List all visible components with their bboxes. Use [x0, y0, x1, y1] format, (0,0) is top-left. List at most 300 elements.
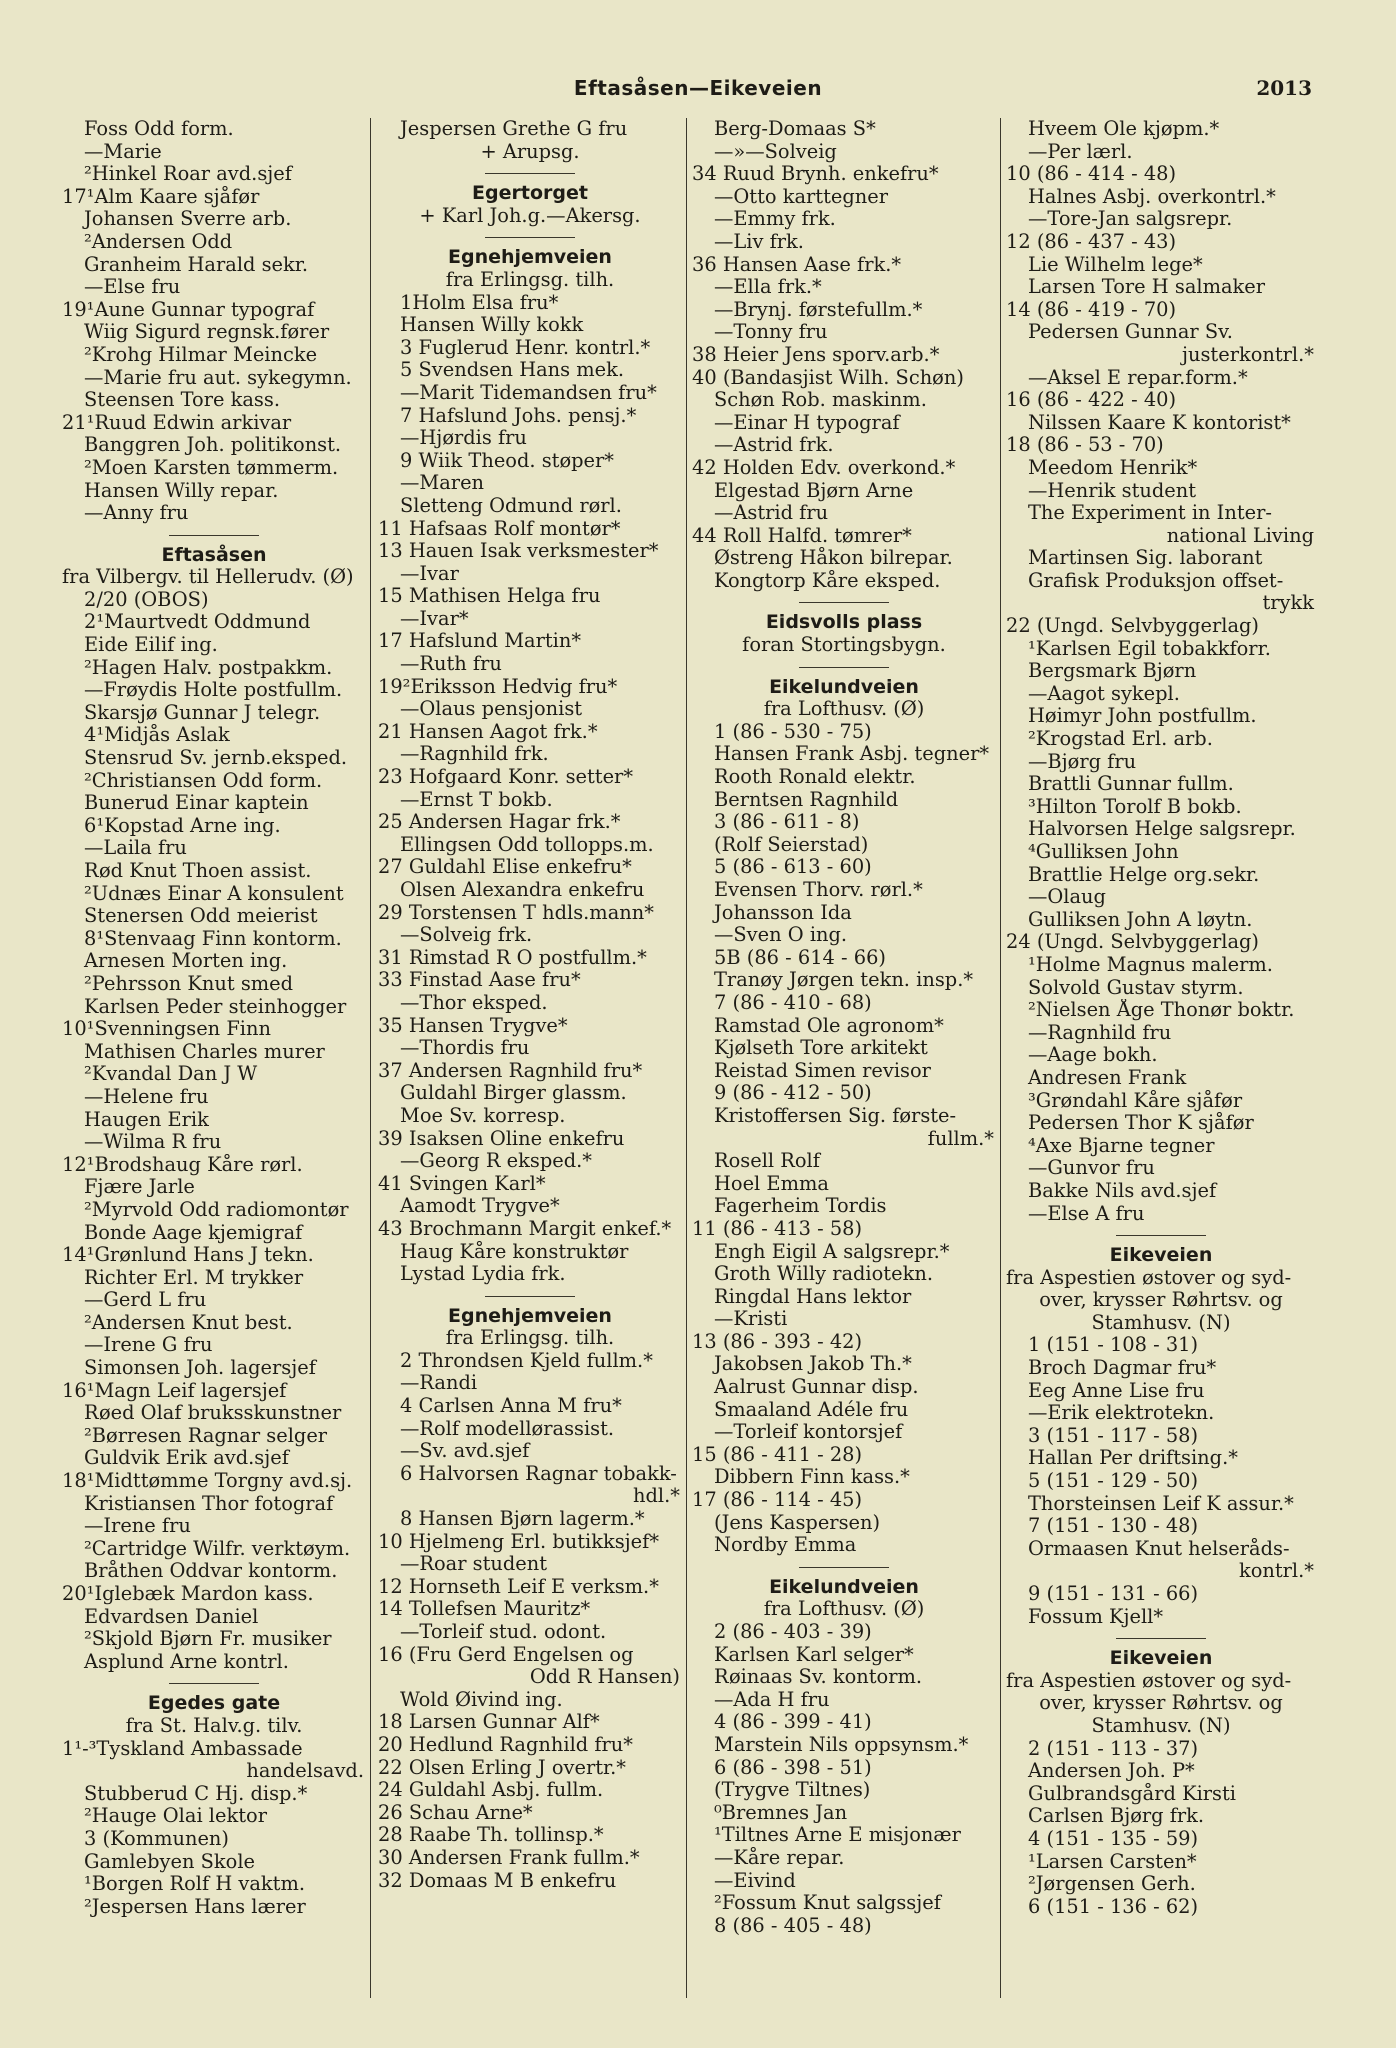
directory-entry: ⁴Gulliksen John — [1028, 841, 1179, 863]
directory-entry: —Wilma R fru — [84, 1131, 222, 1154]
directory-entry: —Gerd L fru — [84, 1289, 207, 1312]
directory-entry: 7 (151 - 130 - 48) — [1028, 1515, 1199, 1538]
directory-entry: ³Hilton Torolf B bokb. — [1028, 795, 1242, 818]
directory-entry: The Experiment in Inter- — [1028, 502, 1272, 525]
directory-entry: Bråthen Oddvar kontorm. — [84, 1560, 338, 1583]
directory-entry: 6 (86 - 398 - 51) — [714, 1756, 872, 1779]
directory-entry: Fjære Jarle — [84, 1176, 195, 1199]
directory-entry: Odd R Hansen) — [529, 1666, 680, 1689]
directory-entry: foran Stortingsbygn. — [742, 634, 946, 657]
directory-entry: 5 (86 - 613 - 60) — [714, 856, 872, 879]
directory-entry: —Anny fru — [84, 502, 189, 525]
directory-entry: Groth Willy radiotekn. — [714, 1263, 933, 1286]
directory-entry: 39 Isaksen Oline enkefru — [378, 1127, 625, 1150]
directory-entry: ¹Tiltnes Arne E misjonær — [714, 1824, 961, 1847]
directory-entry: Solvold Gustav styrm. — [1028, 976, 1244, 999]
directory-entry: —Aksel E repar.form.* — [1028, 366, 1248, 389]
street-heading: Egnehjemveien — [448, 246, 612, 269]
directory-entry: 14 Tollefsen Mauritz* — [378, 1598, 591, 1621]
directory-entry: Dibbern Finn kass.* — [714, 1466, 910, 1489]
directory-entry: ²Hagen Halv. postpakkm. — [84, 656, 333, 679]
directory-columns — [62, 118, 1316, 1998]
street-heading: Eikelundveien — [769, 1575, 919, 1598]
directory-entry: —Astrid fru — [714, 502, 829, 525]
directory-entry: fra Aspestien østover og syd- — [1006, 1266, 1292, 1289]
directory-entry: kontrl.* — [1238, 1560, 1314, 1583]
directory-entry: Haug Kåre konstruktør — [400, 1240, 629, 1263]
directory-entry: 23 Hofgaard Konr. setter* — [378, 766, 634, 789]
directory-entry: 8 (86 - 405 - 48) — [714, 1914, 872, 1937]
directory-entry: 36 Hansen Aase frk.* — [692, 253, 902, 276]
directory-entry: trykk — [1262, 592, 1314, 615]
directory-entry: —Else A fru — [1028, 1202, 1145, 1225]
directory-entry: 18¹Midttømme Torgny avd.sj. — [62, 1470, 353, 1493]
directory-entry: Halnes Asbj. overkontrl.* — [1028, 185, 1276, 208]
directory-entry: Røed Olaf bruksskunstner — [84, 1402, 342, 1425]
directory-entry: Asplund Arne kontrl. — [84, 1650, 289, 1673]
directory-entry: Hoel Emma — [714, 1172, 829, 1195]
street-heading: Eikelundveien — [769, 675, 919, 698]
directory-entry: Johansen Sverre arb. — [84, 208, 292, 231]
directory-entry: Martinsen Sig. laborant — [1028, 547, 1263, 570]
street-heading: Eftasåsen — [161, 543, 267, 566]
directory-entry: 17 Hafslund Martin* — [378, 630, 582, 653]
directory-entry: —Helene fru — [84, 1085, 209, 1108]
directory-entry: —Aage bokh. — [1028, 1044, 1158, 1067]
directory-entry: Schøn Rob. maskinm. — [714, 389, 927, 412]
directory-entry: 40 (Bandasjist Wilh. Schøn) — [692, 366, 964, 389]
directory-entry: Broch Dagmar fru* — [1028, 1357, 1217, 1380]
directory-entry: Granheim Harald sekr. — [84, 253, 309, 276]
directory-entry: ²Pehrsson Knut smed — [84, 972, 294, 995]
directory-entry: —Kåre repar. — [714, 1846, 845, 1869]
directory-entry: ²Krogstad Erl. arb. — [1028, 728, 1213, 751]
directory-entry: Elgestad Bjørn Arne — [714, 479, 914, 502]
directory-entry: 3 (Kommunen) — [84, 1827, 229, 1850]
directory-entry: 8¹Stenvaag Finn kontorm. — [84, 927, 342, 950]
directory-entry: Steensen Tore kass. — [84, 389, 280, 412]
directory-entry: —Gunvor fru — [1028, 1157, 1155, 1180]
directory-entry: 10¹Svenningsen Finn — [62, 1018, 271, 1041]
directory-entry: Richter Erl. M trykker — [84, 1266, 304, 1289]
directory-entry: Bakke Nils avd.sjef — [1028, 1179, 1217, 1202]
directory-entry: 29 Torstensen T hdls.mann* — [378, 901, 654, 924]
directory-entry: 22 (Ungd. Selvbyggerlag) — [1006, 615, 1259, 638]
directory-entry: 20¹Iglebæk Mardon kass. — [62, 1583, 314, 1605]
directory-entry: Aamodt Trygve* — [400, 1195, 560, 1218]
directory-entry: 24 Guldahl Asbj. fullm. — [378, 1779, 604, 1802]
directory-entry: Edvardsen Daniel — [84, 1605, 259, 1628]
directory-entry: —Marit Tidemandsen fru* — [400, 381, 657, 404]
directory-entry: Fagerheim Tordis — [714, 1195, 887, 1218]
directory-entry: 2¹Maurtvedt Oddmund — [84, 611, 311, 634]
directory-entry: Simonsen Joh. lagersjef — [84, 1357, 316, 1380]
directory-entry: Andersen Joh. P* — [1028, 1760, 1195, 1783]
column-4 — [1006, 118, 1316, 1998]
directory-entry: 7 (86 - 410 - 68) — [714, 991, 872, 1014]
directory-entry: Stensrud Sv. jernb.eksped. — [84, 747, 348, 770]
directory-entry: Kristiansen Thor fotograf — [84, 1492, 334, 1515]
section-divider — [1116, 1235, 1206, 1236]
directory-entry: 27 Guldahl Elise enkefru* — [378, 856, 632, 879]
directory-entry: Fossum Kjell* — [1028, 1605, 1164, 1628]
column-rule — [1000, 118, 1001, 1998]
directory-entry: over, krysser Røhrtsv. og — [1039, 1692, 1283, 1715]
directory-entry: Tranøy Jørgen tekn. insp.* — [714, 969, 974, 992]
directory-entry: 17¹Alm Kaare sjåfør — [62, 185, 260, 208]
directory-entry: ²Hinkel Roar avd.sjef — [84, 163, 292, 186]
directory-entry: hdl.* — [633, 1485, 680, 1508]
directory-entry: 16 (Fru Gerd Engelsen og — [378, 1643, 634, 1666]
directory-entry: fra Erlingsg. tilh. — [445, 268, 615, 291]
directory-entry: 12¹Brodshaug Kåre rørl. — [62, 1153, 303, 1176]
directory-entry: —Ada H fru — [714, 1688, 830, 1711]
directory-entry: Stenersen Odd meierist — [84, 905, 318, 928]
directory-entry: 20 Hedlund Ragnhild fru* — [378, 1733, 633, 1756]
section-divider — [799, 602, 889, 603]
directory-entry: —Torleif kontorsjef — [714, 1421, 903, 1444]
directory-entry: ¹Larsen Carsten* — [1028, 1850, 1197, 1873]
street-heading: Egertorget — [472, 182, 588, 205]
directory-entry: —Thordis fru — [400, 1037, 530, 1060]
directory-entry: Gamlebyen Skole — [84, 1850, 255, 1873]
running-title: Eftasåsen—Eikeveien — [573, 76, 823, 100]
directory-entry: Lystad Lydia frk. — [400, 1263, 566, 1286]
section-divider — [485, 237, 575, 238]
directory-entry: ¹Karlsen Egil tobakkforr. — [1028, 637, 1271, 660]
directory-entry: 14 (86 - 419 - 70) — [1006, 298, 1177, 321]
directory-entry: Gulliksen John A løytn. — [1028, 908, 1253, 931]
directory-entry: Wiig Sigurd regnsk.fører — [84, 321, 330, 344]
directory-entry: Eeg Anne Lise fru — [1028, 1379, 1205, 1402]
directory-entry: —Ragnhild fru — [1028, 1021, 1172, 1044]
directory-entry: 28 Raabe Th. tollinsp.* — [378, 1824, 604, 1847]
column-rule — [686, 118, 687, 1998]
directory-entry: justerkontrl.* — [1181, 343, 1314, 366]
directory-entry: Reistad Simen revisor — [714, 1059, 931, 1082]
directory-entry: 33 Finstad Aase fru* — [378, 969, 581, 992]
street-heading: Eikeveien — [1109, 1244, 1213, 1267]
directory-entry: + Arupsg. — [480, 140, 580, 163]
directory-entry: Meedom Henrik* — [1028, 456, 1198, 479]
directory-entry: —Laila fru — [84, 837, 187, 860]
directory-entry: Haugen Erik — [84, 1108, 209, 1131]
directory-entry: 30 Andersen Frank fullm.* — [378, 1846, 640, 1869]
directory-entry: ²Nielsen Åge Thonør boktr. — [1028, 999, 1295, 1022]
page-number: 2013 — [1256, 76, 1312, 100]
directory-entry: Banggren Joh. politikonst. — [84, 434, 342, 457]
directory-entry: —Henrik student — [1028, 479, 1197, 502]
directory-entry: —Otto karttegner — [714, 185, 888, 208]
directory-entry: 12 (86 - 437 - 43) — [1006, 230, 1177, 253]
directory-entry: over, krysser Røhrtsv. og — [1039, 1289, 1283, 1312]
directory-entry: ²Andersen Knut best. — [84, 1311, 293, 1334]
directory-entry: 2 Throndsen Kjeld fullm.* — [400, 1349, 653, 1372]
column-1 — [62, 118, 366, 1998]
directory-entry: Bergsmark Bjørn — [1028, 660, 1197, 683]
directory-entry: Smaaland Adéle fru — [714, 1398, 909, 1421]
directory-entry: Hansen Willy repar. — [84, 479, 279, 502]
directory-entry: Kongtorp Kåre eksped. — [714, 569, 941, 592]
directory-entry: —Tore-Jan salgsrepr. — [1028, 208, 1233, 231]
directory-entry: 2 (151 - 113 - 37) — [1028, 1737, 1199, 1760]
directory-entry: 19¹Aune Gunnar typograf — [62, 298, 315, 321]
directory-entry: —Ragnhild frk. — [400, 743, 549, 766]
directory-entry: —Rolf modellørassist. — [400, 1417, 615, 1440]
directory-entry: ²Kvandal Dan J W — [84, 1063, 258, 1086]
directory-entry: ²Skjold Bjørn Fr. musiker — [84, 1628, 332, 1651]
directory-entry: —Per lærl. — [1028, 140, 1133, 163]
directory-entry: —Eivind — [714, 1869, 796, 1892]
directory-entry: —Randi — [400, 1372, 478, 1395]
street-heading: Eikeveien — [1109, 1647, 1213, 1670]
column-3 — [692, 118, 996, 1998]
directory-entry: fra Erlingsg. tilh. — [445, 1327, 615, 1350]
section-divider — [799, 1567, 889, 1568]
directory-entry: Andresen Frank — [1028, 1066, 1187, 1089]
directory-entry: 4 (151 - 135 - 59) — [1028, 1827, 1199, 1850]
directory-entry: 1 (151 - 108 - 31) — [1028, 1334, 1199, 1357]
directory-entry: Rød Knut Thoen assist. — [84, 860, 312, 882]
directory-entry: Evensen Thorv. rørl.* — [714, 879, 923, 901]
directory-entry: ³Grøndahl Kåre sjåfør — [1028, 1089, 1243, 1112]
directory-entry: Berg-Domaas S* — [714, 118, 876, 140]
section-divider — [1116, 1638, 1206, 1639]
directory-entry: 7 Hafslund Johs. pensj.* — [400, 404, 637, 427]
directory-entry: Halvorsen Helge salgsrepr. — [1028, 818, 1296, 841]
directory-entry: —Thor eksped. — [400, 991, 548, 1014]
directory-entry: —Hjørdis fru — [400, 427, 527, 450]
directory-entry: Brattlie Helge org.sekr. — [1028, 863, 1260, 886]
street-heading: Egnehjemveien — [448, 1304, 612, 1327]
directory-entry: —Irene G fru — [84, 1334, 213, 1357]
directory-entry: 4 Carlsen Anna M fru* — [400, 1395, 622, 1418]
directory-entry: Høimyr John postfullm. — [1028, 705, 1257, 728]
directory-entry: ²Hauge Olai lektor — [84, 1805, 267, 1828]
directory-entry: —Olaus pensjonist — [400, 698, 583, 721]
directory-entry: Bonde Aage kjemigraf — [84, 1221, 303, 1244]
directory-entry: 37 Andersen Ragnhild fru* — [378, 1059, 643, 1082]
directory-entry: —Ruth fru — [400, 653, 502, 676]
directory-entry: Thorsteinsen Leif K assur.* — [1028, 1492, 1294, 1515]
directory-entry: 41 Svingen Karl* — [378, 1172, 546, 1195]
directory-entry: Ormaasen Knut helseråds- — [1028, 1537, 1290, 1560]
directory-entry: Guldvik Erik avd.sjef — [84, 1447, 289, 1470]
directory-entry: Guldahl Birger glassm. — [400, 1082, 627, 1105]
directory-entry: ²Cartridge Wilfr. verktøym. — [84, 1537, 351, 1560]
directory-entry: Nilssen Kaare K kontorist* — [1028, 411, 1291, 434]
directory-entry: 43 Brochmann Margit enkef.* — [378, 1217, 672, 1240]
directory-entry: 34 Ruud Brynh. enkefru* — [692, 163, 939, 186]
directory-entry: Brattli Gunnar fullm. — [1028, 773, 1234, 796]
directory-entry: Rosell Rolf — [714, 1150, 820, 1173]
directory-entry: —Aagot sykepl. — [1028, 682, 1180, 705]
directory-entry: 17 (86 - 114 - 45) — [692, 1489, 863, 1512]
directory-entry: 18 (86 - 53 - 70) — [1006, 434, 1164, 457]
directory-entry: 35 Hansen Trygve* — [378, 1014, 568, 1037]
directory-entry: 19²Eriksson Hedvig fru* — [378, 675, 618, 698]
directory-entry: Kristoffersen Sig. første- — [714, 1104, 957, 1127]
directory-entry: Karlsen Karl selger* — [714, 1643, 914, 1666]
directory-entry: 1 (86 - 530 - 75) — [714, 720, 872, 743]
directory-entry: ¹Holme Magnus malerm. — [1028, 953, 1273, 976]
directory-entry: —Emmy frk. — [714, 208, 836, 231]
directory-entry: 3 (86 - 611 - 8) — [714, 811, 860, 834]
directory-entry: (Trygve Tiltnes) — [714, 1779, 871, 1802]
directory-entry: Pedersen Gunnar Sv. — [1028, 321, 1233, 344]
directory-entry: 9 (86 - 412 - 50) — [714, 1082, 872, 1105]
street-heading: Eidsvolls plass — [765, 611, 923, 634]
directory-entry: (Jens Kaspersen) — [714, 1511, 881, 1534]
directory-entry: fra Lofthusv. (Ø) — [763, 698, 925, 721]
directory-entry: Larsen Tore H salmaker — [1028, 276, 1266, 299]
section-divider — [799, 667, 889, 668]
directory-entry: 44 Roll Halfd. tømrer* — [692, 524, 912, 547]
directory-entry: —»—Solveig — [714, 140, 837, 163]
directory-entry: Nordby Emma — [714, 1534, 857, 1557]
directory-entry: —Bjørg fru — [1028, 750, 1137, 773]
directory-entry: (Rolf Seierstad) — [714, 833, 869, 856]
directory-entry: fra Lofthusv. (Ø) — [763, 1598, 925, 1621]
directory-entry: —Olaug — [1028, 886, 1106, 909]
directory-entry: ²Christiansen Odd form. — [84, 769, 323, 792]
directory-entry: 16 (86 - 422 - 40) — [1006, 389, 1177, 412]
directory-entry: fra St. Halv.g. tilv. — [125, 1714, 303, 1737]
page-header — [0, 76, 1396, 110]
directory-entry: —Einar H typograf — [714, 411, 900, 434]
directory-entry: 16¹Magn Leif lagersjef — [62, 1379, 287, 1402]
directory-entry: —Georg R eksped.* — [400, 1150, 592, 1173]
directory-entry: ²Fossum Knut salgssjef — [714, 1892, 941, 1915]
directory-entry: ²Jespersen Hans lærer — [84, 1895, 306, 1918]
street-heading: Egedes gate — [147, 1692, 281, 1715]
directory-entry: —Tonny fru — [714, 321, 828, 344]
directory-entry: 5 (151 - 129 - 50) — [1028, 1470, 1199, 1493]
directory-entry: —Sven O ing. — [714, 924, 848, 947]
directory-entry: ²Myrvold Odd radiomontør — [84, 1198, 349, 1221]
directory-entry: Arnesen Morten ing. — [84, 950, 288, 973]
directory-entry: 11 Hafsaas Rolf montør* — [378, 517, 621, 540]
directory-entry: 10 Hjelmeng Erl. butikksjef* — [378, 1530, 660, 1553]
directory-entry: 10 (86 - 414 - 48) — [1006, 163, 1177, 186]
directory-entry: —Ivar* — [400, 607, 469, 630]
directory-entry: Hansen Willy kokk — [400, 314, 584, 337]
directory-entry: 3 (151 - 117 - 58) — [1028, 1424, 1199, 1447]
directory-entry: 31 Rimstad R O postfullm.* — [378, 946, 647, 969]
directory-entry: Ramstad Ole agronom* — [714, 1014, 944, 1037]
directory-entry: Gulbrandsgård Kirsti — [1028, 1782, 1236, 1805]
directory-entry: —Ernst T bokb. — [400, 788, 553, 811]
directory-entry: 18 Larsen Gunnar Alf* — [378, 1711, 600, 1734]
directory-entry: 26 Schau Arne* — [378, 1801, 533, 1824]
column-2 — [378, 118, 682, 1998]
directory-entry: ²Udnæs Einar A konsulent — [84, 882, 344, 905]
directory-entry: Olsen Alexandra enkefru — [400, 879, 645, 901]
directory-entry: fullm.* — [927, 1127, 994, 1150]
directory-entry: Stamhusv. (N) — [1091, 1714, 1231, 1737]
directory-entry: —Frøydis Holte postfullm. — [84, 679, 343, 702]
directory-entry: Eide Eilif ing. — [84, 634, 218, 657]
directory-entry: Foss Odd form. — [84, 118, 234, 140]
directory-entry: Sletteng Odmund rørl. — [400, 494, 622, 517]
directory-entry: national Living — [1166, 524, 1314, 547]
directory-entry: Lie Wilhelm lege* — [1028, 253, 1203, 276]
column-rule — [370, 118, 371, 1998]
directory-entry: Røinaas Sv. kontorm. — [714, 1666, 923, 1689]
section-divider — [485, 1296, 575, 1297]
directory-entry: —Roar student — [400, 1553, 548, 1576]
directory-entry: 24 (Ungd. Selvbyggerlag) — [1006, 931, 1259, 954]
directory-entry: 5B (86 - 614 - 66) — [714, 946, 886, 969]
directory-entry: 6¹Kopstad Arne ing. — [84, 814, 281, 837]
directory-entry: 13 (86 - 393 - 42) — [692, 1330, 863, 1353]
section-divider — [485, 173, 575, 174]
directory-entry: —Liv frk. — [714, 230, 804, 253]
directory-entry: Moe Sv. korresp. — [400, 1104, 566, 1127]
directory-entry: ⁴Axe Bjarne tegner — [1028, 1134, 1215, 1157]
directory-entry: —Astrid frk. — [714, 434, 834, 457]
directory-entry: —Kristi — [714, 1308, 788, 1331]
directory-entry: ²Jørgensen Gerh. — [1028, 1873, 1196, 1896]
directory-entry: 12 Hornseth Leif E verksm.* — [378, 1575, 659, 1598]
directory-entry: —Irene fru — [84, 1515, 191, 1538]
directory-entry: —Maren — [400, 472, 485, 495]
directory-entry: 15 (86 - 411 - 28) — [692, 1443, 863, 1466]
directory-entry: —Solveig frk. — [400, 924, 533, 947]
directory-entry: Bunerud Einar kaptein — [84, 792, 309, 815]
directory-entry: + Karl Joh.g.—Akersg. — [419, 204, 641, 227]
directory-entry: 14¹Grønlund Hans J tekn. — [62, 1244, 314, 1267]
directory-entry: 42 Holden Edv. overkond.* — [692, 456, 956, 479]
directory-entry: Skarsjø Gunnar J telegr. — [84, 701, 321, 724]
directory-entry: 8 Hansen Bjørn lagerm.* — [400, 1508, 645, 1531]
directory-entry: 2 (86 - 403 - 39) — [714, 1621, 872, 1643]
directory-entry: —Else fru — [84, 276, 181, 299]
directory-entry: 1¹-³Tyskland Ambassade — [62, 1737, 303, 1760]
directory-entry: ²Børresen Ragnar selger — [84, 1424, 328, 1447]
directory-entry: Pedersen Thor K sjåfør — [1028, 1112, 1254, 1135]
directory-entry: —Marie fru aut. sykegymn. — [84, 366, 352, 389]
directory-entry: 2/20 (OBOS) — [84, 588, 209, 611]
directory-entry: —Marie — [84, 140, 162, 163]
directory-entry: 3 Fuglerud Henr. kontrl.* — [400, 336, 651, 359]
directory-entry: Ellingsen Odd tollopps.m. — [400, 833, 654, 856]
directory-entry: 22 Olsen Erling J overtr.* — [378, 1756, 627, 1779]
directory-entry: Johansson Ida — [714, 901, 852, 924]
directory-entry: Jakobsen Jakob Th.* — [714, 1353, 912, 1376]
directory-entry: Ringdal Hans lektor — [714, 1285, 912, 1308]
directory-entry: Carlsen Bjørg frk. — [1028, 1805, 1205, 1828]
directory-entry: Hansen Frank Asbj. tegner* — [714, 743, 990, 766]
directory-entry: Østreng Håkon bilrepar. — [714, 547, 953, 570]
directory-entry: Berntsen Ragnhild — [714, 788, 899, 811]
directory-entry: Kjølseth Tore arkitekt — [714, 1037, 928, 1060]
directory-entry: Hveem Ole kjøpm.* — [1028, 118, 1220, 140]
directory-entry: ²Krohg Hilmar Meincke — [84, 343, 318, 366]
directory-entry: 21 Hansen Aagot frk.* — [378, 720, 598, 743]
section-divider — [169, 535, 259, 536]
directory-entry: Karlsen Peder steinhogger — [84, 995, 347, 1018]
directory-entry: 9 Wiik Theod. støper* — [400, 449, 614, 472]
directory-entry: Engh Eigil A salgsrepr.* — [714, 1240, 950, 1263]
directory-entry: Mathisen Charles murer — [84, 1040, 325, 1063]
directory-entry: Hallan Per driftsing.* — [1028, 1447, 1238, 1470]
directory-entry: Grafisk Produksjon offset- — [1028, 569, 1284, 592]
directory-entry: 25 Andersen Hagar frk.* — [378, 811, 621, 834]
directory-entry: fra Vilbergv. til Hellerudv. (Ø) — [62, 566, 354, 589]
directory-entry: Rooth Ronald elektr. — [714, 766, 916, 789]
directory-entry: ²Moen Karsten tømmerm. — [84, 456, 339, 479]
